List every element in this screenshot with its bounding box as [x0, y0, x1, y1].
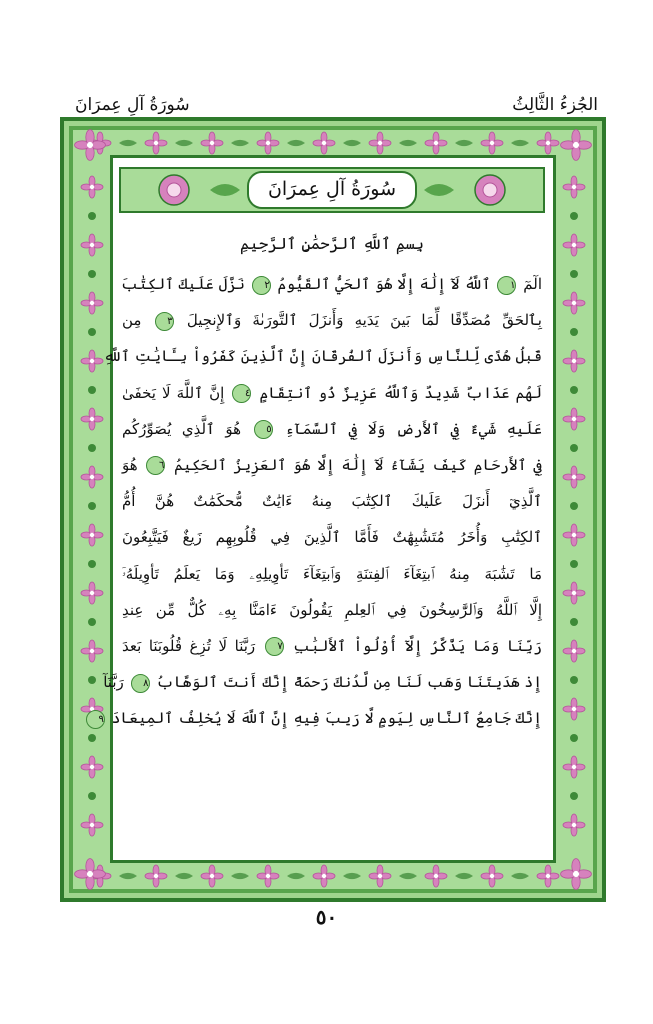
- verse-text: مِن: [122, 311, 142, 330]
- ayah-number-marker: ٧: [265, 637, 284, 656]
- verse-line: [103, 338, 542, 374]
- verse-line: [122, 483, 542, 519]
- verse-line: [103, 664, 542, 700]
- juz-header: الجُزءُ الثَّالِثُ: [512, 95, 598, 115]
- verse-text: إِنَّكَ جَامِعُ ٱلنَّاسِ لِيَومٍ لَّا رَيبَ فِيهِ إِنَّ ٱللَّهَ لَا يُخلِفُ ٱلمِيعَادَ: [111, 709, 542, 728]
- page-number: ٥٠: [315, 905, 338, 929]
- verse-text: الٓمٓ: [523, 275, 542, 293]
- verse-text: مَا تَشَٰبَهَ مِنهُ ٱبتِغَآءَ ٱلفِتنَةِ وَٱبتِغَآءَ تَأوِيلِهِۦ وَمَا يَعلَمُ تَأوِيلَهُۥٓ: [122, 564, 542, 583]
- verse-line: [122, 375, 542, 411]
- verse-line: [122, 447, 542, 483]
- verse-text: عَلَيهِ شَيءٌ فِي ٱلأَرضِ وَلَا فِي ٱلسَّمَآءِ: [285, 419, 543, 438]
- surah-header: سُورَةُ آلِ عِمرَانَ: [75, 95, 190, 115]
- verse-text: هُوَ ٱلَّذِي يُصَوِّرُكُم: [122, 419, 242, 438]
- verse-line: [122, 411, 542, 447]
- ayah-number-marker: ٦: [146, 456, 165, 475]
- verse-line: [122, 519, 542, 555]
- verse-text: فِي ٱلأَرحَامِ كَيفَ يَشَآءُ لَآ إِلَٰهَ إِلَّا هُوَ ٱلعَزِيزُ ٱلحَكِيمُ: [174, 455, 542, 474]
- verse-text: قَبلُ هُدًى لِّلنَّاسِ وَأَنزَلَ ٱلفُرقَانَ إِنَّ ٱلَّذِينَ كَفَرُواْ بِـَٔايَٰتِ ٱللَّهِ: [103, 347, 542, 366]
- verse-text: رَبَّنَا لَا تُزِغ قُلُوبَنَا بَعدَ: [122, 636, 256, 655]
- verse-text: هُوَ: [122, 455, 138, 474]
- ayah-number-marker: ٩: [86, 710, 105, 729]
- ayah-number-marker: ٤: [232, 384, 251, 403]
- verse-line: [122, 628, 542, 664]
- verse-text: رَبَّنَآ: [103, 673, 124, 692]
- ayah-number-marker: ١: [497, 276, 516, 295]
- verse-line: [122, 302, 542, 338]
- verse-text: رَبِّنَا وَمَا يَذَّكَّرُ إِلَّآ أُوْلُواْ ٱلأَلبَٰبِ: [293, 636, 542, 655]
- verse-text: إِنَّ ٱللَّهَ لَا يَخفَىٰ: [122, 383, 225, 402]
- ayah-number-marker: ٣: [155, 312, 174, 331]
- verse-text: ٱلكِتَٰبِ وَأُخَرُ مُتَشَٰبِهَٰتٌ فَأَمَّا ٱلَّذِينَ فِي قُلُوبِهِم زَيغٌ فَيَتَّبِعُونَ: [122, 528, 542, 547]
- ayah-number-marker: ٥: [254, 420, 273, 439]
- surah-title: سُورَةُ آلِ عِمرَانَ: [267, 178, 397, 200]
- verse-text: ٱللَّهُ لَآ إِلَٰهَ إِلَّا هُوَ ٱلحَيُّ ٱلقَيُّومُ: [277, 275, 491, 293]
- verse-text: نَزَّلَ عَلَيكَ ٱلكِتَٰبَ: [121, 275, 245, 293]
- verse-lines: [98, 266, 543, 736]
- ayah-number-marker: ٢: [252, 276, 271, 295]
- verse-text: إِذ هَدَيتَنَا وَهَب لَنَا مِن لَّدُنكَ رَحمَةً إِنَّكَ أَنتَ ٱلوَهَّابُ: [156, 673, 542, 692]
- banner-rosette-right-icon: [475, 175, 505, 205]
- verse-text: إِلَّا ٱللَّهُ وَٱلرَّٰسِخُونَ فِي ٱلعِلمِ يَقُولُونَ ءَامَنَّا بِهِۦ كُلٌّ مِّن عِندِ: [122, 600, 542, 619]
- verse-line: [98, 700, 542, 736]
- verse-line: [122, 266, 542, 302]
- verse-text: لَهُم عَذَابٌ شَدِيدٌ وَٱللَّهُ عَزِيزٌ ذُو ٱنتِقَامٍ: [259, 383, 542, 402]
- verse-line: [122, 592, 542, 628]
- verse-text: ٱلَّذِيٓ أَنزَلَ عَلَيكَ ٱلكِتَٰبَ مِنهُ ءَايَٰتٌ مُّحكَمَٰتٌ هُنَّ أُمُّ: [122, 492, 542, 511]
- banner-rosette-left-icon: [159, 175, 189, 205]
- ayah-number-marker: ٨: [131, 674, 150, 693]
- verse-line: [122, 556, 542, 592]
- basmala: بِسمِ ٱللَّهِ ٱلرَّحمَٰنِ ٱلرَّحِيمِ: [239, 234, 424, 253]
- verse-text: بِٱلحَقِّ مُصَدِّقًا لِّمَا بَينَ يَدَيهِ وَأَنزَلَ ٱلتَّورَىٰةَ وَٱلإِنجِيلَ: [186, 311, 542, 330]
